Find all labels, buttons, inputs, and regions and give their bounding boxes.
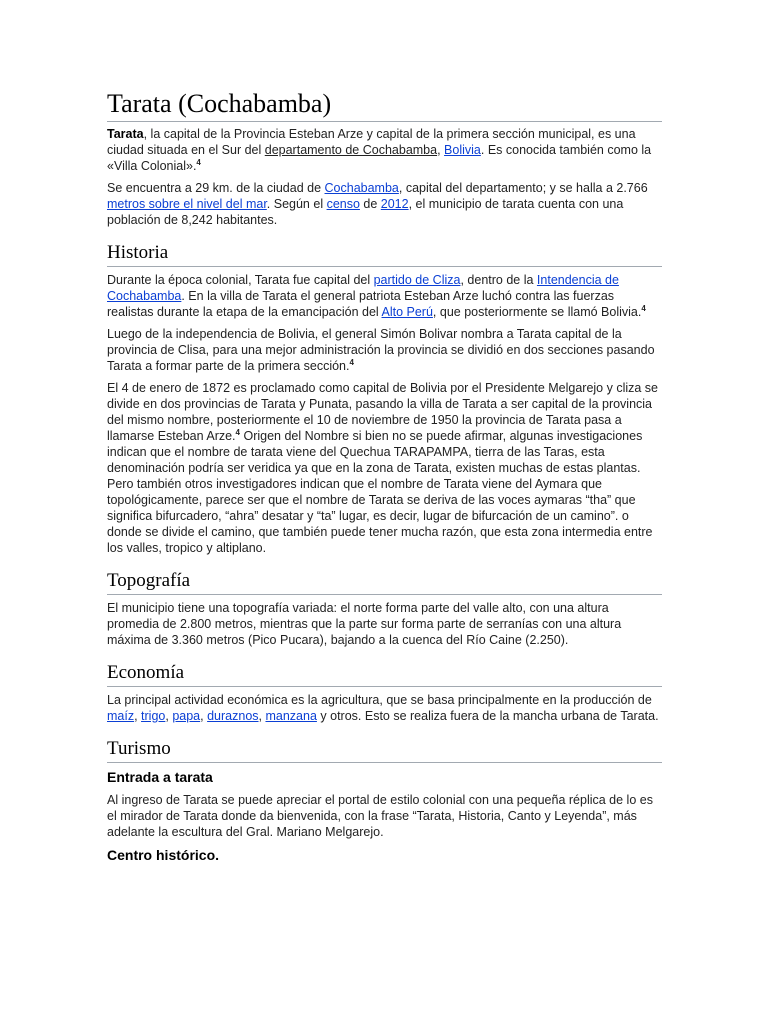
historia-paragraph-2 [107,326,662,374]
text: , el municipio de tarata cuenta con una población de 8,242 habitantes. [107,197,624,227]
text: El 4 de enero de 1872 es proclamado como capital de Bolivia por el Presidente Melgarejo y cliza se divide en dos provincias de Tarata y Punata, pasando la villa de Tarata a ser capital de la provincia del mismo nombre, posteriormente el 10 de noviembre de 1950 la provincia de Tarata pasa a llamarse Esteban Arze. [107,381,659,443]
reference-mark[interactable]: 4 [235,428,240,437]
link-trigo[interactable]: trigo [141,709,166,723]
text: Se encuentra a 29 km. de la ciudad de [107,181,325,195]
link-cochabamba[interactable]: Cochabamba [324,181,399,195]
heading-topografia: Topografía [107,569,662,595]
reference-mark[interactable]: 4 [349,358,354,367]
text: Origen del Nombre si bien no se puede afirmar, algunas investigaciones indican que el nombre de tarata viene del Quechua TARAPAMPA, tierra de las Taras, esta denominación podría ser veridica ya que en la zona de Tarata, existen muchas de estas plantas. Pero también otros investigadores indican que el nombre de Tarata viene del Aymara que topológicamente, parece ser que el nombre de Tarata se deriva de las voces aymaras “tha” que significa bifurcadero, “ahra” desatar y “ta” lugar, es decir, lugar de bifurcación de un camino”. o donde se divide el camino, que también puede tener mucha razón, que esta zona intermedia entre los valles, tropico y altiplano. [107,429,653,555]
page-title: Tarata (Cochabamba) [107,88,662,122]
topografia-paragraph: El municipio tiene una topografía variada: el norte forma parte del valle alto, con una altura promedia de 2.800 metros, mientras que la parte sur forma parte de serranías con una altura máxima de 3.360 metros (Pico Pucara), bajando a la cuenca del Río Caine (2.250). [107,601,622,647]
text: , [165,709,173,723]
link-papa[interactable]: papa [172,709,201,723]
heading-economia: Economía [107,661,662,687]
text: , [200,709,208,723]
heading-turismo: Turismo [107,737,662,763]
economia-paragraph [107,692,662,724]
link-alto-peru[interactable]: Alto Perú [381,305,433,319]
text: , [437,143,445,157]
link-2012[interactable]: 2012 [380,197,409,211]
text: , dentro de la [460,273,537,287]
text: , que posteriormente se llamó Bolivia. [432,305,642,319]
text: . En la villa de Tarata el general patriota Esteban Arze luchó contra las fuerzas realistas durante la etapa de la emancipación del [107,289,615,319]
link-censo[interactable]: censo [326,197,360,211]
link-duraznos[interactable]: duraznos [207,709,259,723]
text: , [258,709,266,723]
intro-paragraph-2 [107,180,662,228]
article-subject: Tarata [107,127,144,141]
text: , la capital de la Provincia Esteban Arze y capital de la primera sección municipal, es una ciudad situada en el Sur del [107,127,636,157]
link-intendencia-cochabamba[interactable]: Intendencia de Cochabamba [107,273,619,303]
heading-historia: Historia [107,241,662,267]
intro-paragraph-1 [107,126,662,174]
link-manzana[interactable]: manzana [265,709,317,723]
text: Durante la época colonial, Tarata fue capital del [107,273,374,287]
link-bolivia[interactable]: Bolivia [444,143,481,157]
subheading-centro-historico: Centro histórico. [107,847,220,863]
link-partido-cliza[interactable]: partido de Cliza [373,273,461,287]
historia-paragraph-3 [107,380,662,556]
text: y otros. Esto se realiza fuera de la mancha urbana de Tarata. [316,709,659,723]
link-msnm[interactable]: metros sobre el nivel del mar [107,197,267,211]
text: de [359,197,381,211]
subheading-entrada: Entrada a tarata [107,769,213,785]
text: . Es conocida también como la «Villa Colonial». [107,143,652,173]
reference-mark[interactable]: 4 [641,304,646,313]
turismo-paragraph: Al ingreso de Tarata se puede apreciar el portal de estilo colonial con una pequeña réplica de lo es el mirador de Tarata donde da bienvenida, con la frase “Tarata, Historia, Canto y Leyenda”, más adelante la escultura del Gral. Mariano Melgarejo. [107,793,653,839]
text: Luego de la independencia de Bolivia, el general Simón Bolivar nombra a Tarata capital de la provincia de Clisa, para una mejor administración la provincia se dividió en dos secciones pasando Tarata a formar parte de la primera sección. [107,327,655,373]
text: . Según el [266,197,327,211]
text: , capital del departamento; y se halla a 2.766 [398,181,648,195]
reference-mark[interactable]: 4 [196,158,201,167]
historia-paragraph-1 [107,272,662,320]
text: , [134,709,142,723]
link-maiz[interactable]: maíz [107,709,135,723]
link-departamento-cochabamba[interactable]: departamento de Cochabamba [264,143,438,157]
text: La principal actividad económica es la agricultura, que se basa principalmente en la producción de [107,693,652,707]
